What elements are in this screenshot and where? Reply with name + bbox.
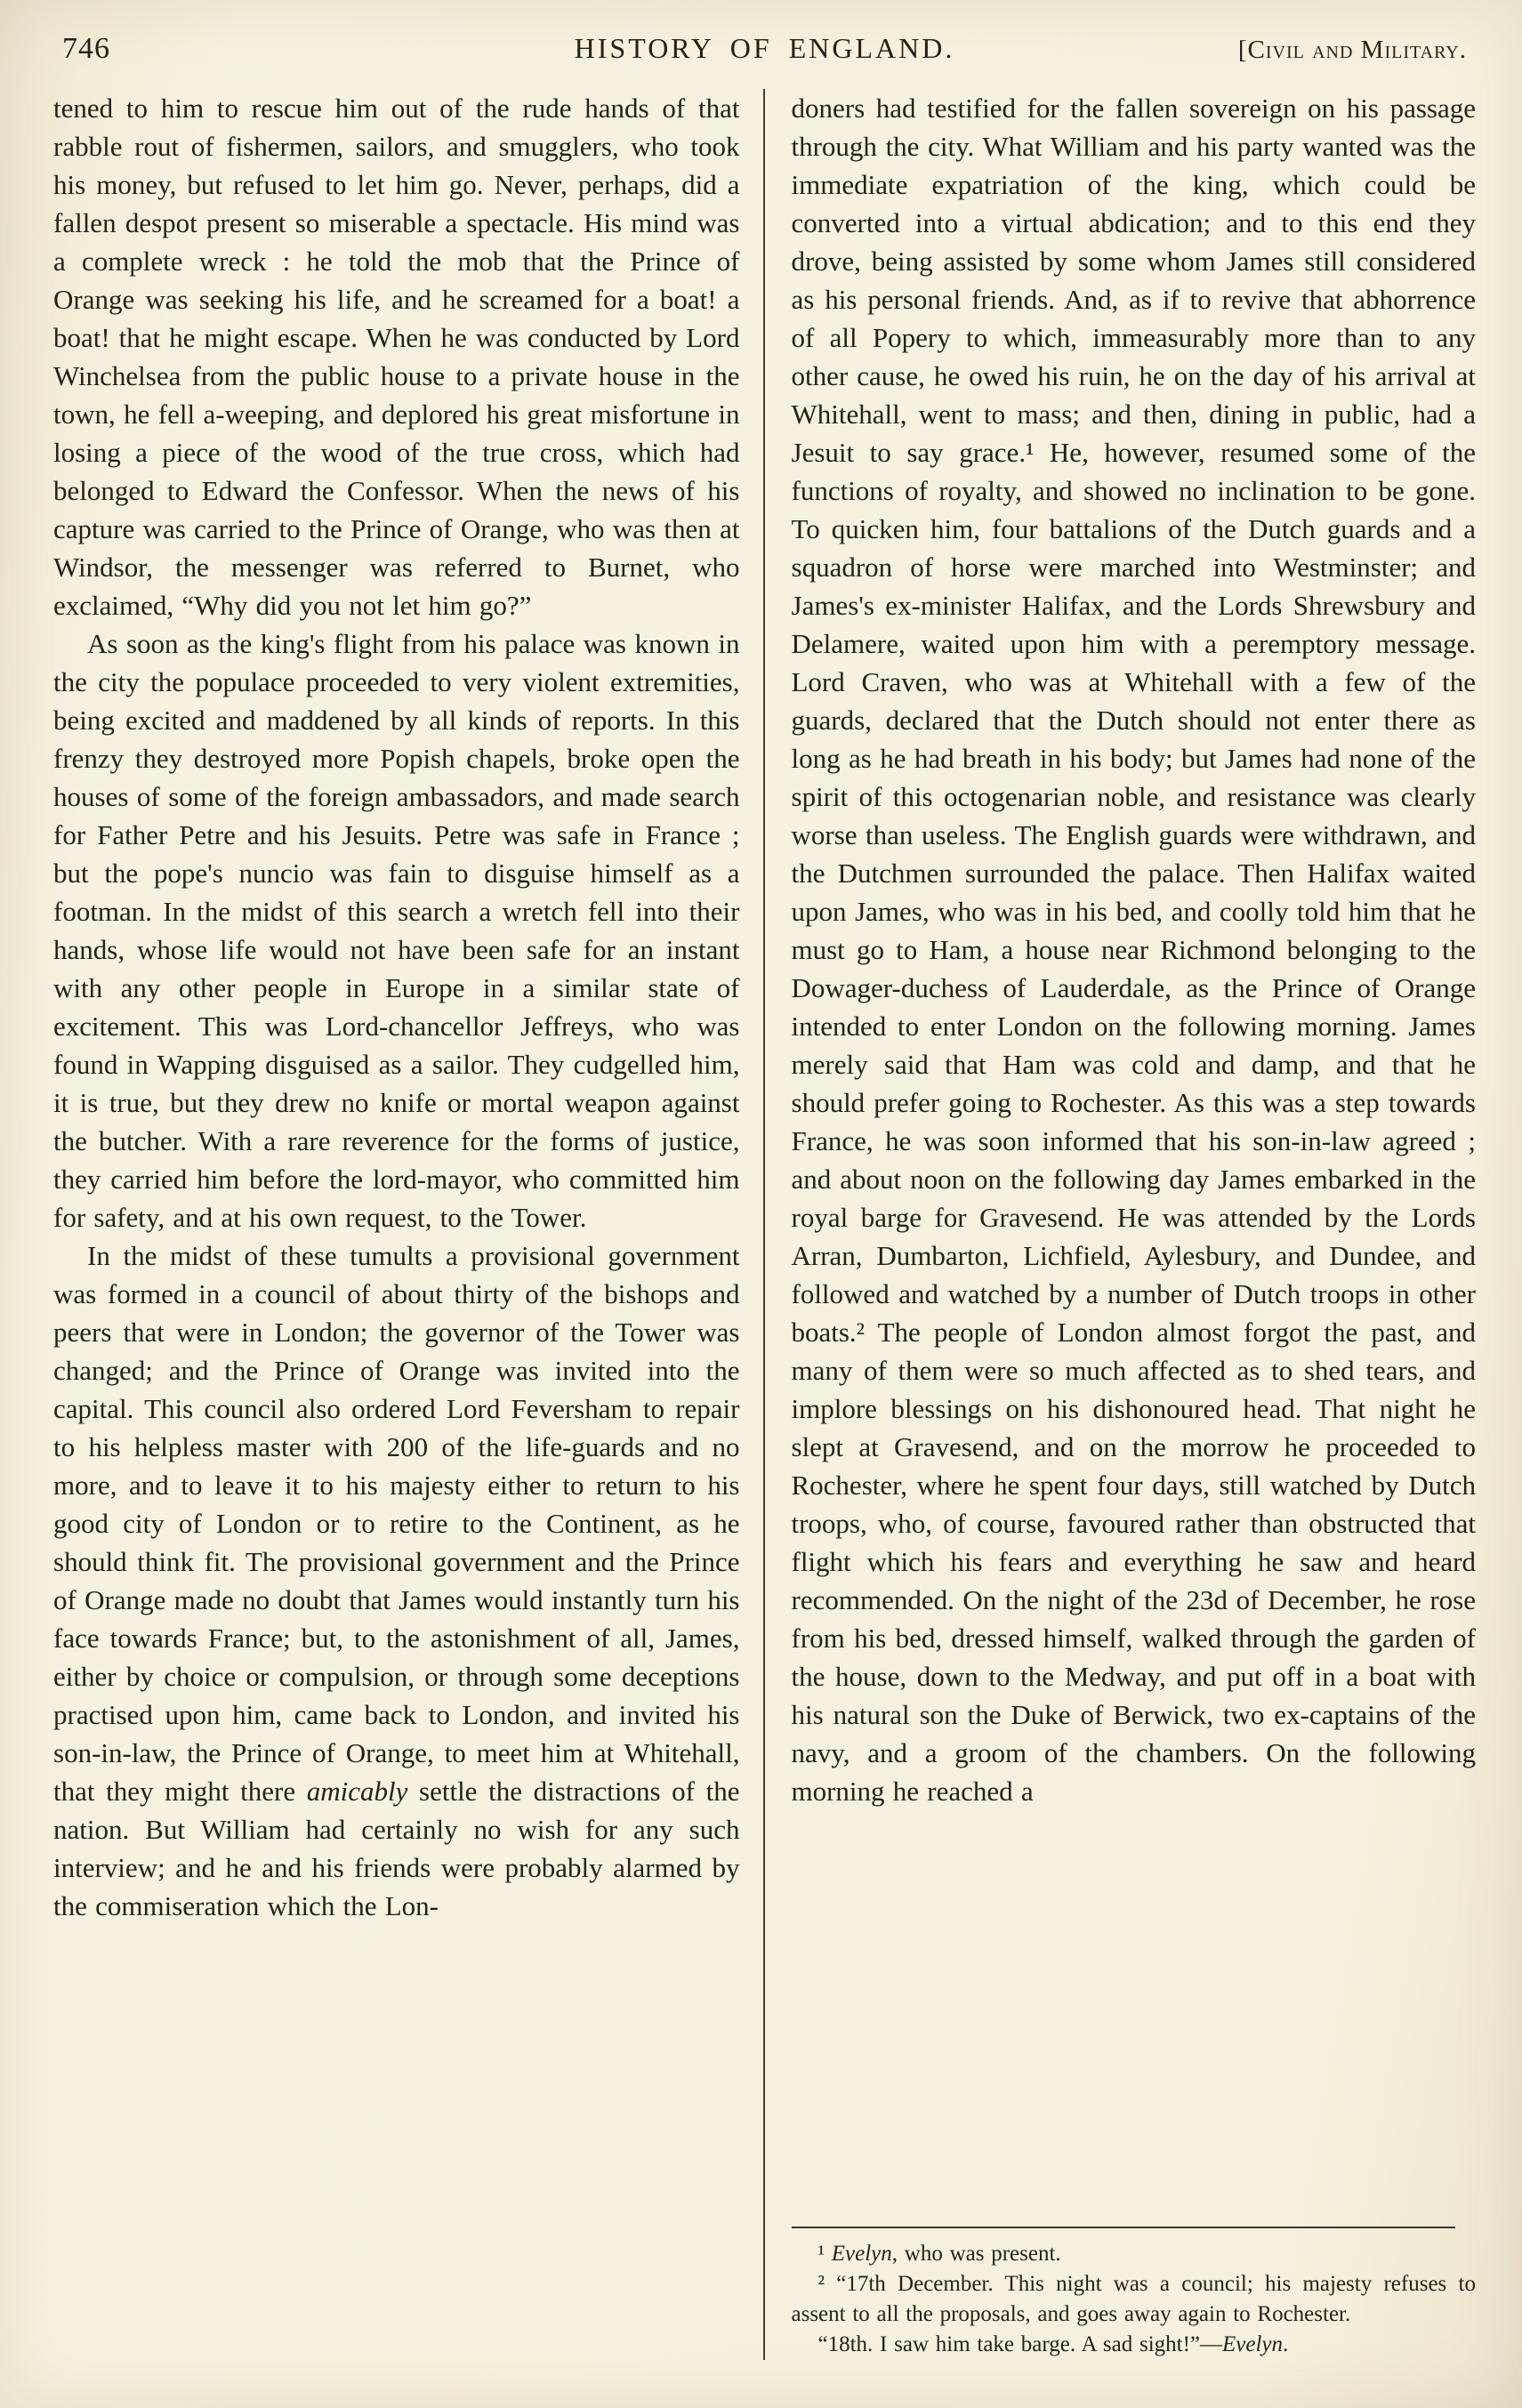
paragraph: tened to him to rescue him out of the rude hands of that rabble rout of fishermen, sailors, and smugglers, who took his money, but refused to let him go. Never, perhaps, did a fallen despot present so miserable a spectacle. His mind was a complete wreck : he told the mob that the Prince of Orange was seeking his life, and he screamed for a boat! a boat! that he might escape. When he was conducted by Lord Winchelsea from the public house to a private house in the town, he fell a-weeping, and deplored his great misfortune in losing a piece of the wood of the true cross, which had belonged to Edward the Confessor. When the news of his capture was carried to the Prince of Orange, who was then at Windsor, the messenger was referred to Burnet, who exclaimed, “Why did you not let him go?” — [53, 93, 740, 621]
footnotes — [792, 2239, 1477, 2360]
left-column — [53, 89, 765, 2360]
footnote-divider — [792, 2227, 1455, 2228]
page-body — [53, 89, 1476, 2360]
paragraph: doners had testified for the fallen sovereign on his passage through the city. What William and his party wanted was the immediate expatriation of the king, which could be converted into a virtual abdication; and to this end they drove, being assisted by some whom James still considered as his personal friends. And, as if to revive that abhorrence of all Popery to which, immeasurably more than to any other cause, he owed his ruin, he on the day of his arrival at Whitehall, went to mass; and then, dining in public, had a Jesuit to say grace.¹ He, however, resumed some of the functions of royalty, and showed no inclination to be gone. To quicken him, four battalions of the Dutch guards and a squadron of horse were marched into Westminster; and James's ex-minister Halifax, and the Lords Shrewsbury and Delamere, waited upon him with a peremptory message. Lord Craven, who was at Whitehall with a few of the guards, declared that the Dutch should not enter there as long as he had breath in his body; but James had none of the spirit of this octogenarian noble, and resistance was clearly worse than useless. The English guards were withdrawn, and the Dutchmen surrounded the palace. Then Halifax waited upon James, who was in his bed, and coolly told him that he must go to Ham, a house near Richmond belonging to the Dowager-duchess of Lauderdale, as the Prince of Orange intended to enter London on the following morning. James merely said that Ham was cold and damp, and that he should prefer going to Rochester. As this was a step towards France, he was soon informed that his son-in-law agreed ; and about noon on the following day James embarked in the royal barge for Gravesend. He was attended by the Lords Arran, Dumbarton, Lichfield, Aylesbury, and Dundee, and followed and watched by a number of Dutch troops in other boats.² The people of London almost forgot the past, and many of them were so much affected as to shed tears, and implore blessings on his dishonoured head. That night he slept at Gravesend, and on the morrow he proceeded to Rochester, where he spent four days, still watched by Dutch troops, who, of course, favoured rather than obstructed that flight which his fears and everything he saw and heard recommended. On the night of the 23d of December, he rose from his bed, dressed himself, walked through the garden of the house, down to the Medway, and put off in a boat with his natural son the Duke of Berwick, two ex-captains of the navy, and a groom of the chambers. On the following morning he reached a — [791, 93, 1476, 1807]
footnote: ¹ Evelyn, who was present. — [817, 2242, 1061, 2266]
footnote: “18th. I saw him take barge. A sad sight!”—Evelyn. — [817, 2332, 1289, 2356]
footnote: ² “17th December. This night was a council; his majesty refuses to assent to all the proposals, and goes away again to Rochester. — [791, 2272, 1476, 2326]
page-number: 746 — [62, 32, 110, 65]
page-title: HISTORY OF ENGLAND. — [574, 32, 955, 64]
page-header — [53, 27, 1476, 66]
paragraph: As soon as the king's flight from his palace was known in the city the populace proceeded to very violent extremities, being excited and maddened by all kinds of reports. In this frenzy they destroyed more Popish chapels, broke open the houses of some of the foreign ambassadors, and made search for Father Petre and his Jesuits. Petre was safe in France ; but the pope's nuncio was fain to disguise himself as a footman. In the midst of this search a wretch fell into their hands, whose life would not have been safe for an instant with any other people in Europe in a similar state of excitement. This was Lord-chancellor Jeffreys, who was found in Wapping disguised as a sailor. They cudgelled him, it is true, but they drew no knife or mortal weapon against the butcher. With a rare reverence for the forms of justice, they carried him before the lord-mayor, who committed him for safety, and at his own request, to the Tower. — [53, 628, 740, 1233]
paragraph: In the midst of these tumults a provisional government was formed in a council of about thirty of the bishops and peers that were in London; the governor of the Tower was changed; and the Prince of Orange was invited into the capital. This council also ordered Lord Feversham to repair to his helpless master with 200 of the life-guards and no more, and to leave it to his majesty either to return to his good city of London or to retire to the Continent, as he should think fit. The provisional government and the Prince of Orange made no doubt that James would instantly turn his face towards France; but, to the astonishment of all, James, either by choice or compulsion, or through some deceptions practised upon him, came back to London, and invited his son-in-law, the Prince of Orange, to meet him at Whitehall, that they might there amicably settle the distractions of the nation. But William had certainly no wish for any such interview; and he and his friends were probably alarmed by the commiseration which the Lon- — [53, 1240, 740, 1921]
right-column-text — [792, 89, 1477, 1810]
section-title: [Civil and Military. — [1237, 36, 1467, 64]
right-column — [765, 89, 1477, 2360]
